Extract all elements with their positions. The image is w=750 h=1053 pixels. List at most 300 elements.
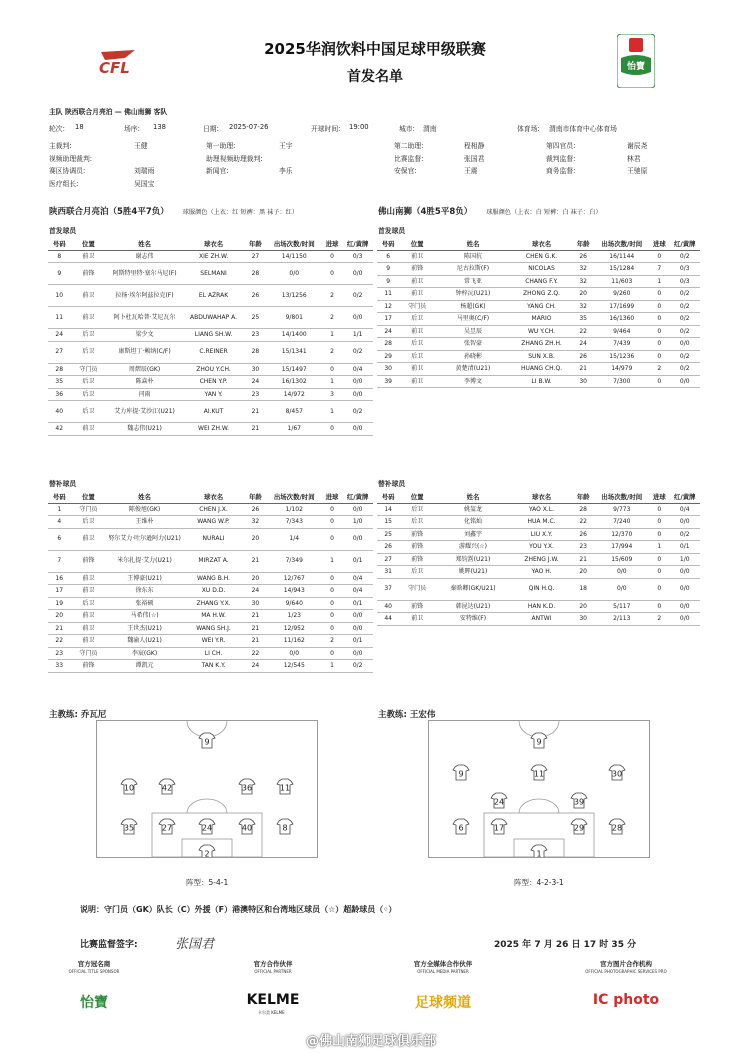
player-cell: AI.KUT [183, 401, 244, 423]
column-header: 出场次数/时间 [594, 238, 649, 250]
player-cell: 前锋 [399, 553, 435, 566]
player-cell: 30 [572, 375, 594, 388]
sponsor-logo: KELME [246, 992, 300, 1008]
player-cell: 32 [244, 516, 266, 529]
player-cell: ABDUWAHAP A. [183, 307, 244, 329]
player-row [377, 566, 700, 579]
player-shirt [453, 765, 469, 780]
sponsor-heading: 官方合作伙伴 [253, 960, 293, 968]
official-label: 助理视频助理裁判: [206, 154, 263, 163]
player-row [377, 600, 700, 613]
shirt-number: 42 [161, 783, 173, 793]
player-row [377, 313, 700, 326]
player-cell: 2 [649, 613, 669, 626]
player-cell: 前锋 [70, 263, 106, 285]
player-cell: 23 [572, 541, 594, 554]
player-row [377, 516, 700, 529]
player-cell: 24 [244, 585, 266, 598]
player-cell: 15/1341 [267, 341, 322, 363]
shirt-number: 11 [533, 769, 545, 779]
official-value: 林君 [627, 154, 641, 163]
player-cell: 16/1302 [267, 376, 322, 389]
player-cell: 20 [244, 528, 266, 550]
official-label: 主裁判: [49, 142, 72, 150]
player-cell: 0/2 [670, 288, 701, 301]
player-cell: 后卫 [399, 338, 435, 351]
player-cell: 20 [572, 566, 594, 579]
player-cell: 0 [649, 325, 669, 338]
player-cell: 0/0 [342, 622, 373, 635]
player-cell: 0 [322, 597, 342, 610]
player-cell: 0/2 [670, 250, 701, 263]
player-cell: LIU X.Y. [511, 528, 572, 541]
official-label: 第二助理: [394, 142, 424, 150]
column-header: 球衣名 [511, 491, 572, 503]
legend-notes: 说明：守门员（GK）队长（C）外援（F）港澳特区和台湾地区球员（☆）超龄球员（◦） [80, 905, 397, 914]
official-value: 王健 [134, 142, 148, 150]
shirt-number: 40 [241, 823, 253, 833]
player-cell: 11 [377, 288, 399, 301]
player-cell: 21 [244, 550, 266, 572]
player-cell: 0 [649, 313, 669, 326]
player-cell: 0/3 [670, 263, 701, 276]
player-cell: 14/1150 [267, 250, 322, 263]
player-shirt [571, 793, 587, 808]
column-header: 位置 [70, 238, 106, 250]
player-cell: 0/0 [670, 600, 701, 613]
player-cell: 22 [244, 647, 266, 660]
column-header: 姓名 [106, 238, 183, 250]
player-cell: 后卫 [70, 341, 106, 363]
player-cell: 后卫 [399, 503, 435, 516]
player-shirt [531, 733, 547, 748]
player-shirt [239, 819, 255, 834]
player-cell: 30 [377, 363, 399, 376]
player-cell: 17 [48, 585, 70, 598]
player-row [48, 597, 373, 610]
player-row [377, 528, 700, 541]
player-cell: 0/1 [670, 541, 701, 554]
player-cell: 25 [244, 307, 266, 329]
sponsor-logo: 足球频道 [415, 995, 471, 1011]
player-cell: 14/979 [594, 363, 649, 376]
player-cell: 24 [244, 660, 266, 673]
svg-text:怡寶: 怡寶 [626, 62, 646, 72]
shirt-number: 29 [573, 823, 585, 833]
official-label: 新闻官: [206, 167, 229, 175]
player-cell: 9 [48, 263, 70, 285]
player-cell: 35 [48, 376, 70, 389]
player-cell: WEI Y.R. [183, 635, 244, 648]
player-cell: 0/2 [670, 528, 701, 541]
player-cell: 31 [377, 566, 399, 579]
player-cell: 21 [244, 622, 266, 635]
player-cell: 29 [377, 350, 399, 363]
player-cell: 刘鑫宇 [435, 528, 511, 541]
player-row [377, 350, 700, 363]
player-cell: 0/1 [342, 597, 373, 610]
player-cell: 0/0 [670, 516, 701, 529]
player-cell: 23 [244, 388, 266, 401]
player-cell: WANG W.P. [183, 516, 244, 529]
player-row [48, 660, 373, 673]
player-row [377, 263, 700, 276]
player-cell: 安特维(F) [435, 613, 511, 626]
player-cell: 魏志伟(U21) [106, 423, 183, 436]
player-cell: 0/0 [670, 375, 701, 388]
player-row [377, 300, 700, 313]
player-cell: 2 [322, 341, 342, 363]
player-cell: 梁少文 [106, 329, 183, 342]
player-shirt [609, 819, 625, 834]
player-row [48, 423, 373, 436]
player-cell: NURALI [183, 528, 244, 550]
home-subs-table [48, 491, 373, 673]
player-row [48, 401, 373, 423]
player-cell: 1 [322, 329, 342, 342]
shirt-number: 2 [204, 849, 210, 857]
column-header: 红/黄牌 [342, 238, 373, 250]
player-row [377, 503, 700, 516]
player-cell: 44 [377, 613, 399, 626]
sponsor-heading: 官方图片合作机构 [600, 960, 652, 968]
player-cell: 1/1 [342, 329, 373, 342]
player-cell: C.REINER [183, 341, 244, 363]
player-shirt [571, 819, 587, 834]
yibao-logo [617, 34, 655, 88]
player-cell: 17/1699 [594, 300, 649, 313]
player-cell: 16/1360 [594, 313, 649, 326]
player-cell: 陈俊旭(GK) [106, 503, 183, 516]
player-cell: HAN K.D. [511, 600, 572, 613]
player-cell: 后卫 [70, 597, 106, 610]
player-row [377, 578, 700, 600]
player-cell: 前卫 [70, 307, 106, 329]
player-cell: 15/1236 [594, 350, 649, 363]
player-cell: 26 [572, 250, 594, 263]
player-cell: 0 [649, 528, 669, 541]
player-cell: 后卫 [399, 566, 435, 579]
official-label: 第四官员: [546, 142, 576, 150]
column-header: 出场次数/时间 [267, 238, 322, 250]
player-cell: 0/2 [670, 313, 701, 326]
player-cell: 0 [649, 566, 669, 579]
player-cell: 前卫 [70, 622, 106, 635]
away-formation-pitch [428, 720, 650, 858]
column-header: 年龄 [572, 238, 594, 250]
player-cell: 前卫 [399, 363, 435, 376]
player-cell: 守门员 [399, 578, 435, 600]
player-cell: 0 [322, 250, 342, 263]
player-cell: 0/3 [670, 275, 701, 288]
home-starters-table [48, 238, 373, 436]
player-cell: YOU Y.X. [511, 541, 572, 554]
player-cell: 0/2 [342, 341, 373, 363]
player-cell: 后卫 [70, 329, 106, 342]
player-cell: 游耀兴(☆) [435, 541, 511, 554]
player-cell: 后卫 [70, 516, 106, 529]
official-label: 赛区协调员: [49, 167, 86, 175]
home-subs-label: 替补球员 [49, 480, 77, 488]
player-cell: 30 [572, 613, 594, 626]
player-row [48, 622, 373, 635]
player-cell: 6 [48, 528, 70, 550]
player-cell: 9/801 [267, 307, 322, 329]
player-cell: 李博文 [435, 375, 511, 388]
player-cell: 1/0 [670, 553, 701, 566]
player-cell: 7/349 [267, 550, 322, 572]
player-cell: 米尔扎提·艾力(U21) [106, 550, 183, 572]
player-cell: 26 [244, 285, 266, 307]
player-cell: 28 [572, 503, 594, 516]
home-team-header: 陕西联合月亮泊（5胜4平7负） 球服颜色（上衣：红 短裤：黑 袜子：红） [49, 207, 299, 217]
player-cell: 7 [649, 263, 669, 276]
player-cell: SUN X.B. [511, 350, 572, 363]
player-cell: 1 [322, 401, 342, 423]
player-cell: 28 [244, 263, 266, 285]
player-cell: LI B.W. [511, 375, 572, 388]
player-cell: 后卫 [70, 376, 106, 389]
sponsor-heading: 官方全媒体合作伙伴 [413, 960, 473, 968]
sponsor-subheading: OFFICIAL TITLE SPONSOR [68, 969, 120, 974]
player-cell: CHEN G.K. [511, 250, 572, 263]
player-shirt [277, 779, 293, 794]
player-shirt [531, 765, 547, 780]
player-cell: 0/4 [670, 503, 701, 516]
player-row [377, 363, 700, 376]
player-cell: 24 [377, 325, 399, 338]
player-cell: 努尔艾力·吐尔逊阿力(U21) [106, 528, 183, 550]
player-cell: 0/1 [342, 635, 373, 648]
player-cell: 1 [322, 376, 342, 389]
player-cell: 0/0 [267, 263, 322, 285]
player-cell: 前卫 [70, 285, 106, 307]
player-cell: 0/4 [342, 572, 373, 585]
player-cell: 7/343 [267, 516, 322, 529]
player-cell: 26 [572, 528, 594, 541]
player-cell: 0 [649, 553, 669, 566]
player-row [377, 288, 700, 301]
official-value: 王驰原 [627, 167, 648, 175]
player-cell: 前卫 [70, 528, 106, 550]
player-cell: 前卫 [70, 585, 106, 598]
player-cell: 27 [244, 250, 266, 263]
player-cell: 20 [572, 288, 594, 301]
player-cell: 7/240 [594, 516, 649, 529]
player-cell: 0 [322, 503, 342, 516]
player-cell: YAN Y. [183, 388, 244, 401]
player-cell: 前锋 [70, 660, 106, 673]
player-cell: HUA M.C. [511, 516, 572, 529]
player-cell: 1 [322, 660, 342, 673]
player-cell: 前卫 [70, 423, 106, 436]
player-cell: 王博豪(U21) [106, 572, 183, 585]
player-cell: 12/767 [267, 572, 322, 585]
player-cell: 秦晗卿(GK/U21) [435, 578, 511, 600]
player-cell: 0 [322, 622, 342, 635]
player-cell: 姚玺龙 [435, 503, 511, 516]
player-cell: 28 [244, 341, 266, 363]
player-cell: ZHANG Y.X. [183, 597, 244, 610]
column-header: 球衣名 [183, 491, 244, 503]
player-cell: 守门员 [70, 647, 106, 660]
svg-text:CFL: CFL [99, 59, 130, 76]
watermark: @佛山南狮足球俱乐部 [306, 1034, 437, 1049]
player-cell: 12/545 [267, 660, 322, 673]
player-row [48, 329, 373, 342]
shirt-number: 28 [611, 823, 623, 833]
player-cell: 21 [48, 622, 70, 635]
player-cell: 后卫 [399, 350, 435, 363]
player-cell: 阿斯特里特·塞尔马尼(F) [106, 263, 183, 285]
player-cell: CHEN Y.P. [183, 376, 244, 389]
player-cell: 32 [572, 263, 594, 276]
home-starters-label: 首发球员 [49, 227, 77, 235]
player-cell: 孙晓彬 [435, 350, 511, 363]
match-info-row: 轮次: 18 场序: 138 日期: 2025-07-26 开球时间: 19:00 城市: 渭南 体育场: 渭南市体育中心体育场 [49, 123, 617, 133]
player-cell: 0 [322, 516, 342, 529]
player-cell: 21 [244, 423, 266, 436]
player-cell: 21 [244, 401, 266, 423]
player-row [48, 572, 373, 585]
player-cell: 2 [322, 307, 342, 329]
player-row [48, 585, 373, 598]
player-cell: 13/1256 [267, 285, 322, 307]
player-cell: 7/439 [594, 338, 649, 351]
player-cell: 0 [322, 572, 342, 585]
official-label: 裁判监督: [546, 154, 576, 163]
player-cell: 阿卜杜瓦哈普·艾尼瓦尔 [106, 307, 183, 329]
player-cell: 拉扬·埃尔阿兹拉克(F) [106, 285, 183, 307]
officials-block [49, 140, 699, 190]
player-cell: 0 [322, 585, 342, 598]
player-cell: 12/952 [267, 622, 322, 635]
player-cell: 22 [572, 516, 594, 529]
player-cell: 30 [244, 597, 266, 610]
player-cell: 11/162 [267, 635, 322, 648]
player-cell: 3 [322, 388, 342, 401]
player-cell: 1 [649, 275, 669, 288]
away-subs-label: 替补球员 [378, 480, 406, 488]
player-shirt [199, 845, 215, 857]
shirt-number: 1 [536, 849, 542, 857]
player-cell: 0 [649, 375, 669, 388]
player-cell: 14/972 [267, 388, 322, 401]
player-cell: 0 [649, 300, 669, 313]
player-cell: QIN H.Q. [511, 578, 572, 600]
home-formation-label: 阵型：5-4-1 [186, 878, 229, 887]
sponsor-heading: 官方冠名商 [77, 960, 111, 968]
player-row [377, 275, 700, 288]
column-header: 姓名 [435, 491, 511, 503]
player-row [377, 325, 700, 338]
player-cell: 杨超(GK) [435, 300, 511, 313]
player-cell: 谭凯元 [106, 660, 183, 673]
player-cell: 0/0 [267, 647, 322, 660]
player-cell: 26 [244, 503, 266, 516]
player-cell: 12/370 [594, 528, 649, 541]
player-cell: LIANG SH.W. [183, 329, 244, 342]
player-cell: 0/2 [342, 660, 373, 673]
player-cell: 艾力库提·艾沙江(U21) [106, 401, 183, 423]
player-cell: HUANG CH.Q. [511, 363, 572, 376]
player-cell: 前卫 [399, 288, 435, 301]
official-value: 程相静 [464, 142, 485, 150]
player-cell: 2 [322, 285, 342, 307]
player-shirt [121, 819, 137, 834]
player-cell: 前卫 [399, 275, 435, 288]
player-cell: 10 [48, 285, 70, 307]
player-cell: 尼古拉斯(F) [435, 263, 511, 276]
column-header: 号码 [48, 238, 70, 250]
player-cell: CHANG F.Y. [511, 275, 572, 288]
player-cell: 4 [48, 516, 70, 529]
shirt-number: 10 [123, 783, 135, 793]
player-shirt [531, 845, 547, 857]
player-cell: 5/117 [594, 600, 649, 613]
shirt-number: 9 [536, 737, 542, 747]
player-cell: 26 [377, 541, 399, 554]
official-label: 第一助理: [206, 142, 236, 150]
player-cell: YAO X.L. [511, 503, 572, 516]
player-row [48, 516, 373, 529]
player-cell: 后卫 [399, 313, 435, 326]
player-cell: 1 [48, 503, 70, 516]
shirt-number: 24 [201, 823, 213, 833]
player-cell: 康斯坦丁·赖纳(C/F) [106, 341, 183, 363]
player-cell: 23 [48, 647, 70, 660]
player-cell: 7 [48, 550, 70, 572]
player-cell: 40 [48, 401, 70, 423]
player-row [48, 388, 373, 401]
player-cell: YANG CH. [511, 300, 572, 313]
player-cell: 35 [572, 313, 594, 326]
column-header: 进球 [649, 491, 669, 503]
player-cell: 25 [377, 528, 399, 541]
player-cell: 张智豪 [435, 338, 511, 351]
shirt-number: 9 [458, 769, 464, 779]
player-cell: 0/1 [342, 550, 373, 572]
player-cell: 24 [572, 338, 594, 351]
player-cell: WANG B.H. [183, 572, 244, 585]
player-cell: 0 [649, 250, 669, 263]
player-cell: 15/1284 [594, 263, 649, 276]
player-cell: 谢志伟 [106, 250, 183, 263]
sponsor-subheading: OFFICIAL MEDIA PARTNER [417, 969, 469, 974]
player-cell: 2 [322, 635, 342, 648]
player-cell: 0/4 [342, 363, 373, 376]
player-cell: 郑钧霑(U21) [435, 553, 511, 566]
player-cell: 33 [48, 660, 70, 673]
shirt-number: 8 [282, 823, 288, 833]
player-cell: 1 [649, 541, 669, 554]
away-starters-label: 首发球员 [378, 227, 406, 235]
player-row [377, 250, 700, 263]
player-cell: 0 [322, 610, 342, 623]
away-coach: 主教练: 王宏伟 [378, 710, 436, 720]
player-cell: 前卫 [70, 572, 106, 585]
player-cell: 陈国抗 [435, 250, 511, 263]
column-header: 进球 [322, 238, 342, 250]
page-subtitle: 首发名单 [347, 69, 403, 85]
player-cell: 0 [649, 288, 669, 301]
player-row [377, 338, 700, 351]
shirt-number: 39 [573, 797, 585, 807]
player-shirt [199, 733, 215, 748]
away-starters-table [377, 238, 700, 388]
player-cell: 21 [244, 635, 266, 648]
player-cell: 30 [244, 363, 266, 376]
